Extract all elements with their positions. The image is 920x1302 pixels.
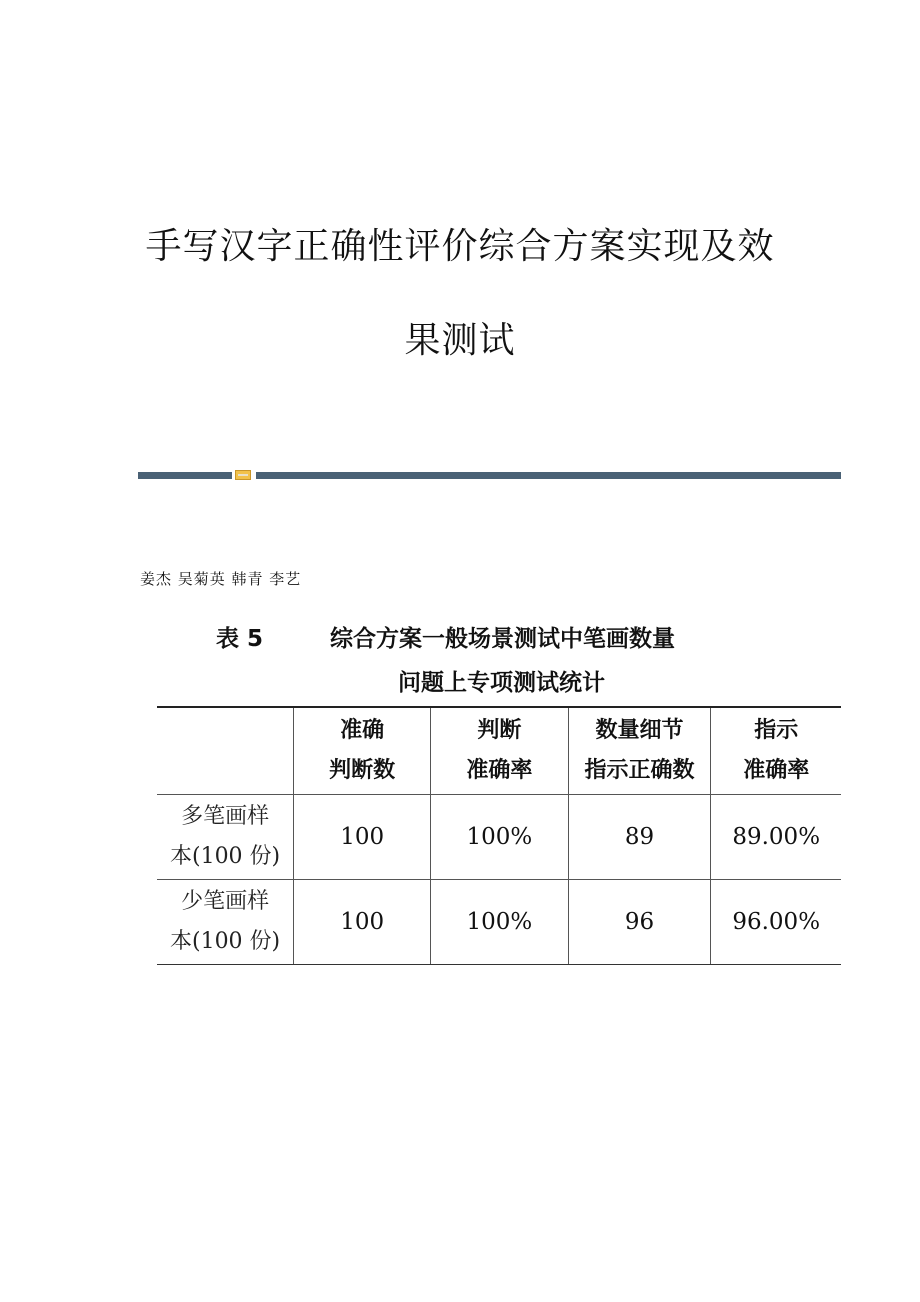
header-cell-judgment-accuracy: 判断 准确率: [431, 707, 568, 795]
results-table: [157, 706, 841, 965]
divider-bar-right: [256, 472, 841, 479]
row-label-multi-stroke: 多笔画样 本(100 份): [157, 795, 294, 880]
author-list: 姜杰 吴菊英 韩青 李艺: [140, 570, 302, 588]
title-divider: [138, 470, 841, 480]
paper-title-line-2: 果测试: [404, 320, 516, 361]
divider-bar-left: [138, 472, 232, 479]
table-cell: 89: [568, 795, 711, 880]
table-cell: 96.00%: [711, 880, 841, 965]
row-label-few-stroke: 少笔画样 本(100 份): [157, 880, 294, 965]
table-cell: 100%: [431, 795, 568, 880]
table-cell: 100%: [431, 880, 568, 965]
table-caption-line-2: 问题上专项测试统计: [398, 670, 605, 696]
header-cell-indication-accuracy: 指示 准确率: [711, 707, 841, 795]
table-cell: 100: [294, 880, 431, 965]
header-cell-detail-correct-count: 数量细节 指示正确数: [568, 707, 711, 795]
paper-title-line-1: 手写汉字正确性评价综合方案实现及效: [145, 226, 775, 267]
table-label: 表 5: [216, 626, 264, 652]
header-cell-empty: [157, 707, 294, 795]
table-header-row: [157, 707, 841, 795]
table-row: [157, 795, 841, 880]
divider-emblem-icon: [235, 470, 251, 480]
table-row: [157, 880, 841, 965]
table-caption-line-1: 综合方案一般场景测试中笔画数量: [330, 626, 675, 652]
header-cell-accurate-judgments: 准确 判断数: [294, 707, 431, 795]
table-cell: 100: [294, 795, 431, 880]
table-cell: 96: [568, 880, 711, 965]
table-cell: 89.00%: [711, 795, 841, 880]
